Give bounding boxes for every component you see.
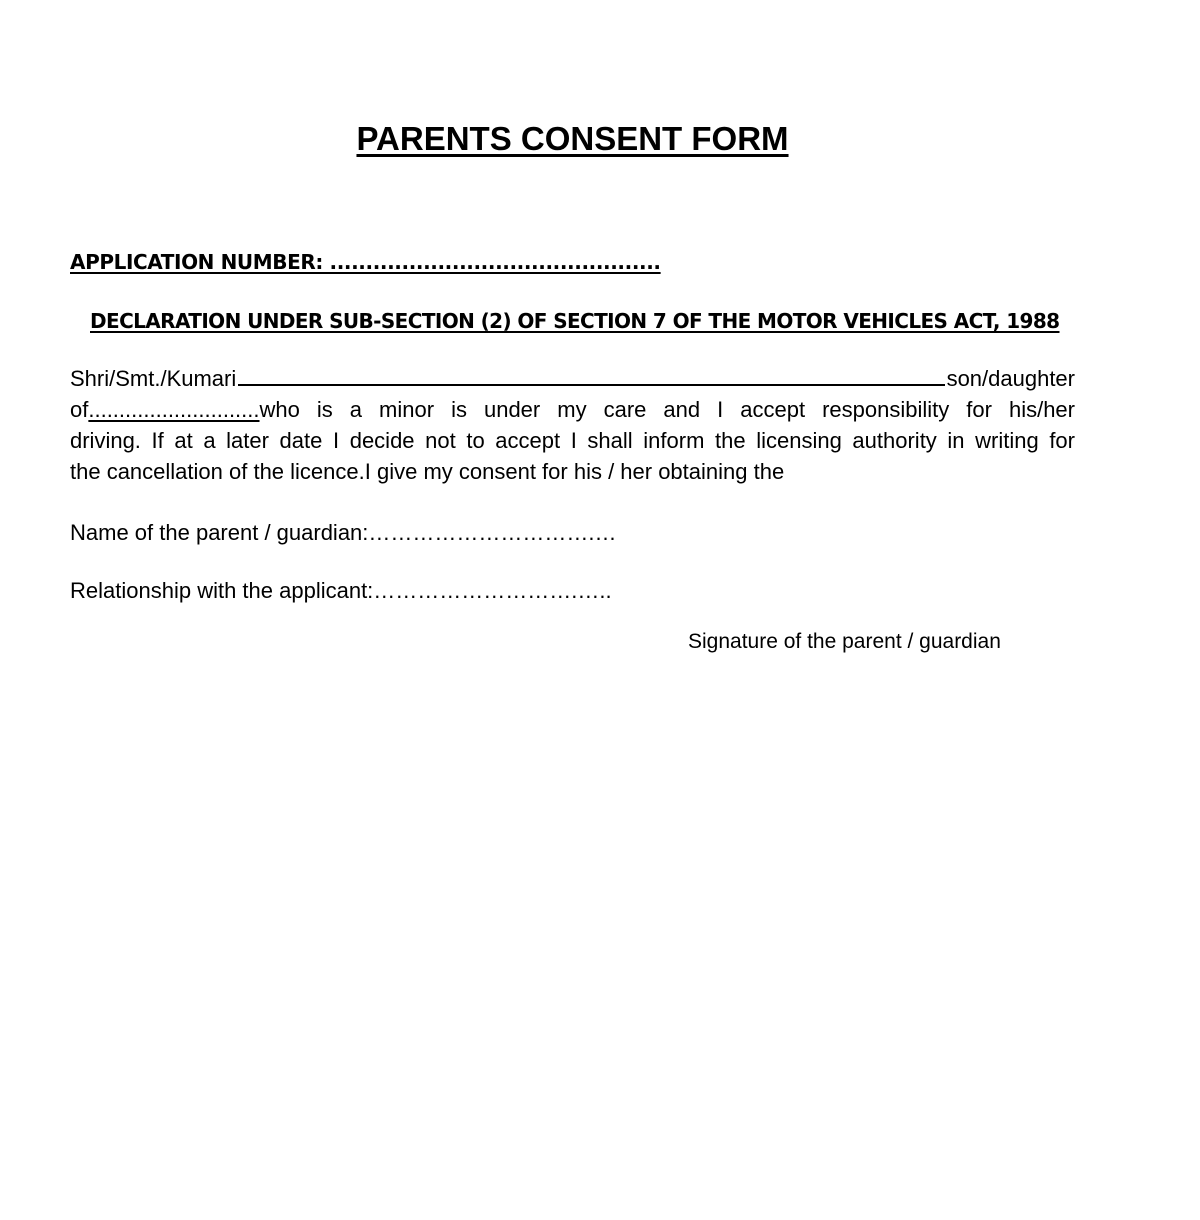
- relationship-field: Relationship with the applicant:……………………….…..: [70, 578, 612, 603]
- body-line-3: driving. If at a later date I decide not to accept I shall inform the licensing authority in writing for: [70, 428, 1075, 453]
- honorific-label: Shri/Smt./Kumari: [70, 366, 237, 391]
- son-daughter-label: son/daughter: [946, 366, 1075, 391]
- relation-blank: ............................: [88, 397, 260, 422]
- application-number: APPLICATION NUMBER: ..............................................: [70, 250, 661, 274]
- body-line-2-text: who is a minor is under my care and I accept responsibility for his/her: [259, 397, 1075, 422]
- form-title: PARENTS CONSENT FORM: [356, 120, 789, 157]
- parent-name-field: Name of the parent / guardian:………………………….…: [70, 520, 617, 545]
- body-line-1: [70, 362, 1075, 394]
- declaration-heading: DECLARATION UNDER SUB-SECTION (2) OF SECTION 7 OF THE MOTOR VEHICLES ACT, 1988: [90, 309, 1060, 333]
- body-line-2: [70, 394, 1075, 425]
- signature-label: Signature of the parent / guardian: [688, 630, 1001, 653]
- of-label: of: [70, 397, 89, 422]
- declaration-body: [70, 362, 1075, 487]
- body-line-4: the cancellation of the licence.I give my consent for his / her obtaining the: [70, 459, 785, 484]
- name-blank-line: [238, 362, 944, 386]
